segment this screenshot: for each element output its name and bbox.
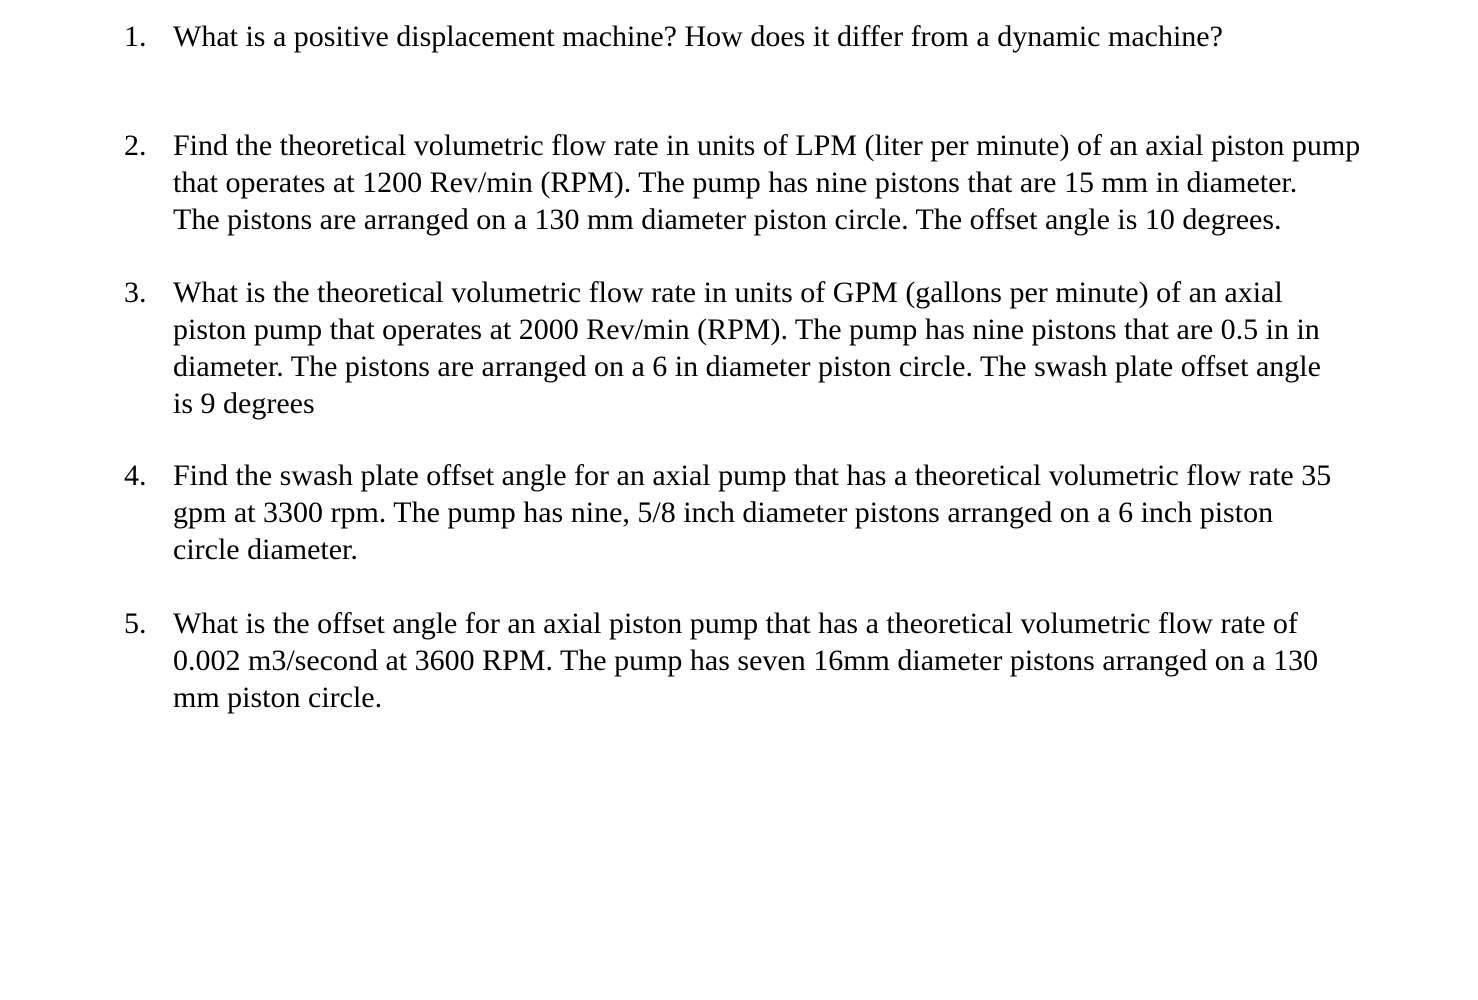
question-text-line: 0.002 m3/second at 3600 RPM. The pump has seven 16mm diameter pistons arranged on a 130 bbox=[173, 644, 1319, 677]
question-text-line: that operates at 1200 Rev/min (RPM). The pump has nine pistons that are 15 mm in diameter. bbox=[173, 166, 1298, 199]
question-text-line: The pistons are arranged on a 130 mm diameter piston circle. The offset angle is 10 degrees. bbox=[173, 203, 1282, 236]
question-number: 1. bbox=[124, 20, 147, 53]
question-text-line: What is the theoretical volumetric flow rate in units of GPM (gallons per minute) of an axial bbox=[173, 276, 1283, 309]
question-text-line: Find the swash plate offset angle for an axial pump that has a theoretical volumetric flow rate 35 bbox=[173, 459, 1332, 492]
question-number: 3. bbox=[124, 276, 147, 309]
question-text-line: mm piston circle. bbox=[173, 681, 383, 714]
question-text-line: What is a positive displacement machine? How does it differ from a dynamic machine? bbox=[173, 20, 1223, 53]
question-text-line: circle diameter. bbox=[173, 533, 358, 566]
question-text-line: Find the theoretical volumetric flow rate in units of LPM (liter per minute) of an axial piston pump bbox=[173, 129, 1361, 162]
question-number: 2. bbox=[124, 129, 147, 162]
question-text-line: is 9 degrees bbox=[173, 387, 315, 420]
question-text-line: What is the offset angle for an axial piston pump that has a theoretical volumetric flow rate of bbox=[173, 607, 1298, 640]
question-text-line: piston pump that operates at 2000 Rev/min (RPM). The pump has nine pistons that are 0.5 in in bbox=[173, 313, 1320, 346]
question-number: 4. bbox=[124, 459, 147, 492]
question-text-line: gpm at 3300 rpm. The pump has nine, 5/8 inch diameter pistons arranged on a 6 inch piston bbox=[173, 496, 1274, 529]
question-text-line: diameter. The pistons are arranged on a 6 in diameter piston circle. The swash plate offset angle bbox=[173, 350, 1321, 383]
question-number: 5. bbox=[124, 607, 147, 640]
